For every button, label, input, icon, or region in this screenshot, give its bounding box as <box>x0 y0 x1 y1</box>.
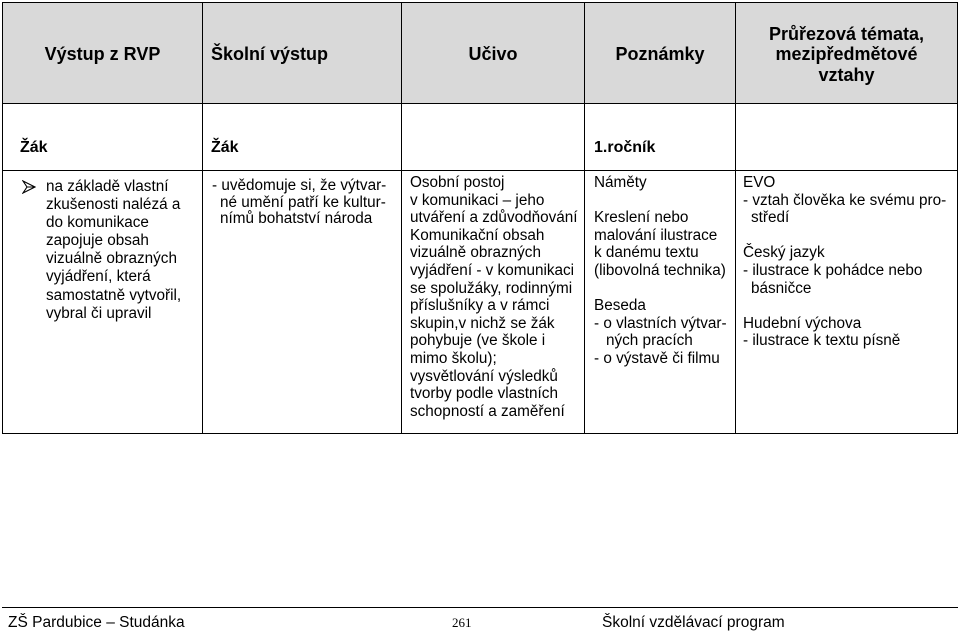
prurezova-item-cont: středí <box>751 209 790 227</box>
prurezova-temata-cell <box>736 171 958 434</box>
poznamky-discussion-item-cont: ných pracích <box>606 332 693 350</box>
poznamky-discussion-item: - o vlastních výtvar- <box>594 314 727 332</box>
ucivo-line: pohybuje (ve škole i <box>410 332 546 350</box>
subheader-rocnik: 1.ročník <box>585 104 736 171</box>
poznamky-activity <box>594 209 735 279</box>
poznamky-discussion-item: - o výstavě či filmu <box>594 349 720 367</box>
vystup-line: zapojuje obsah <box>46 232 149 250</box>
header-skolni-vystup: Školní výstup <box>203 3 402 104</box>
ucivo-line: Osobní postoj <box>410 174 505 191</box>
prurezova-item: - vztah člověka ke svému pro- <box>743 191 947 209</box>
skolni-vystup-line: - uvědomuje si, že výtvar- <box>212 177 387 194</box>
subheader-ucivo-empty <box>402 104 585 171</box>
poznamky-activity-line: (libovolná technika) <box>594 261 726 279</box>
ucivo-line: vyjádření - v komunikaci <box>410 261 575 279</box>
ucivo-line: se spolužáky, rodinnými <box>410 279 573 297</box>
vystup-rvp-cell <box>3 171 203 434</box>
vystup-line: do komunikace <box>46 214 149 232</box>
vystup-line: vizuálně obrazných <box>46 250 177 268</box>
prurezova-group <box>743 315 957 350</box>
poznamky-activity-line: Kreslení nebo <box>594 209 689 227</box>
poznamky-discussion-title: Beseda <box>594 297 646 315</box>
ucivo-line: vizuálně obrazných <box>410 244 541 262</box>
skolni-vystup-line: né umění patří ke kultur- <box>220 193 386 211</box>
ucivo-line: skupin,v nichž se žák <box>410 314 555 332</box>
skolni-vystup-cell <box>203 171 402 434</box>
prurezova-item: - ilustrace k pohádce nebo <box>743 261 923 279</box>
footer-document-title: Školní vzdělávací program <box>602 614 785 631</box>
poznamky-topic: Náměty <box>594 174 647 191</box>
vystup-line: zkušenosti nalézá a <box>46 196 181 214</box>
ucivo-line: mimo školu); <box>410 349 497 367</box>
ucivo-line: utváření a zdůvodňování <box>410 209 578 227</box>
footer-page-number: 261 <box>452 615 472 630</box>
ucivo-line: v komunikaci – jeho <box>410 191 545 209</box>
prurezova-group <box>743 174 957 227</box>
vystup-text <box>46 178 181 323</box>
poznamky-activity-line: k danému textu <box>594 244 699 262</box>
prurezova-subject: EVO <box>743 174 776 191</box>
skolni-vystup-line: nímů bohatství národa <box>220 210 373 227</box>
poznamky-activity-line: malování ilustrace <box>594 226 718 244</box>
subheader-vystup-rvp: Žák <box>3 104 203 171</box>
header-prurezova-temata <box>736 3 958 104</box>
ucivo-line: schopností a zaměření <box>410 402 565 420</box>
vystup-line: na základě vlastní <box>46 178 169 195</box>
poznamky-cell <box>585 171 736 434</box>
poznamky-discussion <box>594 297 735 367</box>
page-footer <box>2 607 958 632</box>
subheader-skolni-vystup: Žák <box>203 104 402 171</box>
header-prurezova-line: mezipředmětové <box>775 44 918 65</box>
ucivo-line: vysvětlování výsledků <box>410 367 558 385</box>
ucivo-cell <box>402 171 585 434</box>
header-prurezova-line: Průřezová témata, <box>768 23 925 44</box>
ucivo-line: Komunikační obsah <box>410 226 545 244</box>
ucivo-line: tvorby podle vlastních <box>410 385 558 403</box>
prurezova-subject: Český jazyk <box>743 244 825 262</box>
vystup-line: vyjádření, která <box>46 268 151 286</box>
prurezova-subject: Hudební výchova <box>743 314 862 332</box>
prurezova-group <box>743 244 957 297</box>
vystup-bullet-item <box>22 178 202 323</box>
header-prurezova-temata-stack <box>769 24 924 86</box>
arrowhead-bullet-icon <box>22 180 36 194</box>
header-poznamky: Poznámky <box>585 3 736 104</box>
header-vystup-rvp: Výstup z RVP <box>3 3 203 104</box>
footer-school-name: ZŠ Pardubice – Studánka <box>8 614 185 631</box>
vystup-line: samostatně vytvořil, <box>46 286 182 304</box>
header-prurezova-line: vztahy <box>818 64 875 85</box>
ucivo-line: příslušníky a v rámci <box>410 297 550 315</box>
header-ucivo: Učivo <box>402 3 585 104</box>
subheader-prurezova-empty <box>736 104 958 171</box>
prurezova-item: - ilustrace k textu písně <box>743 332 901 350</box>
vystup-line: vybral či upravil <box>46 304 152 322</box>
prurezova-item-cont: básničce <box>751 279 812 297</box>
curriculum-table <box>2 2 958 434</box>
